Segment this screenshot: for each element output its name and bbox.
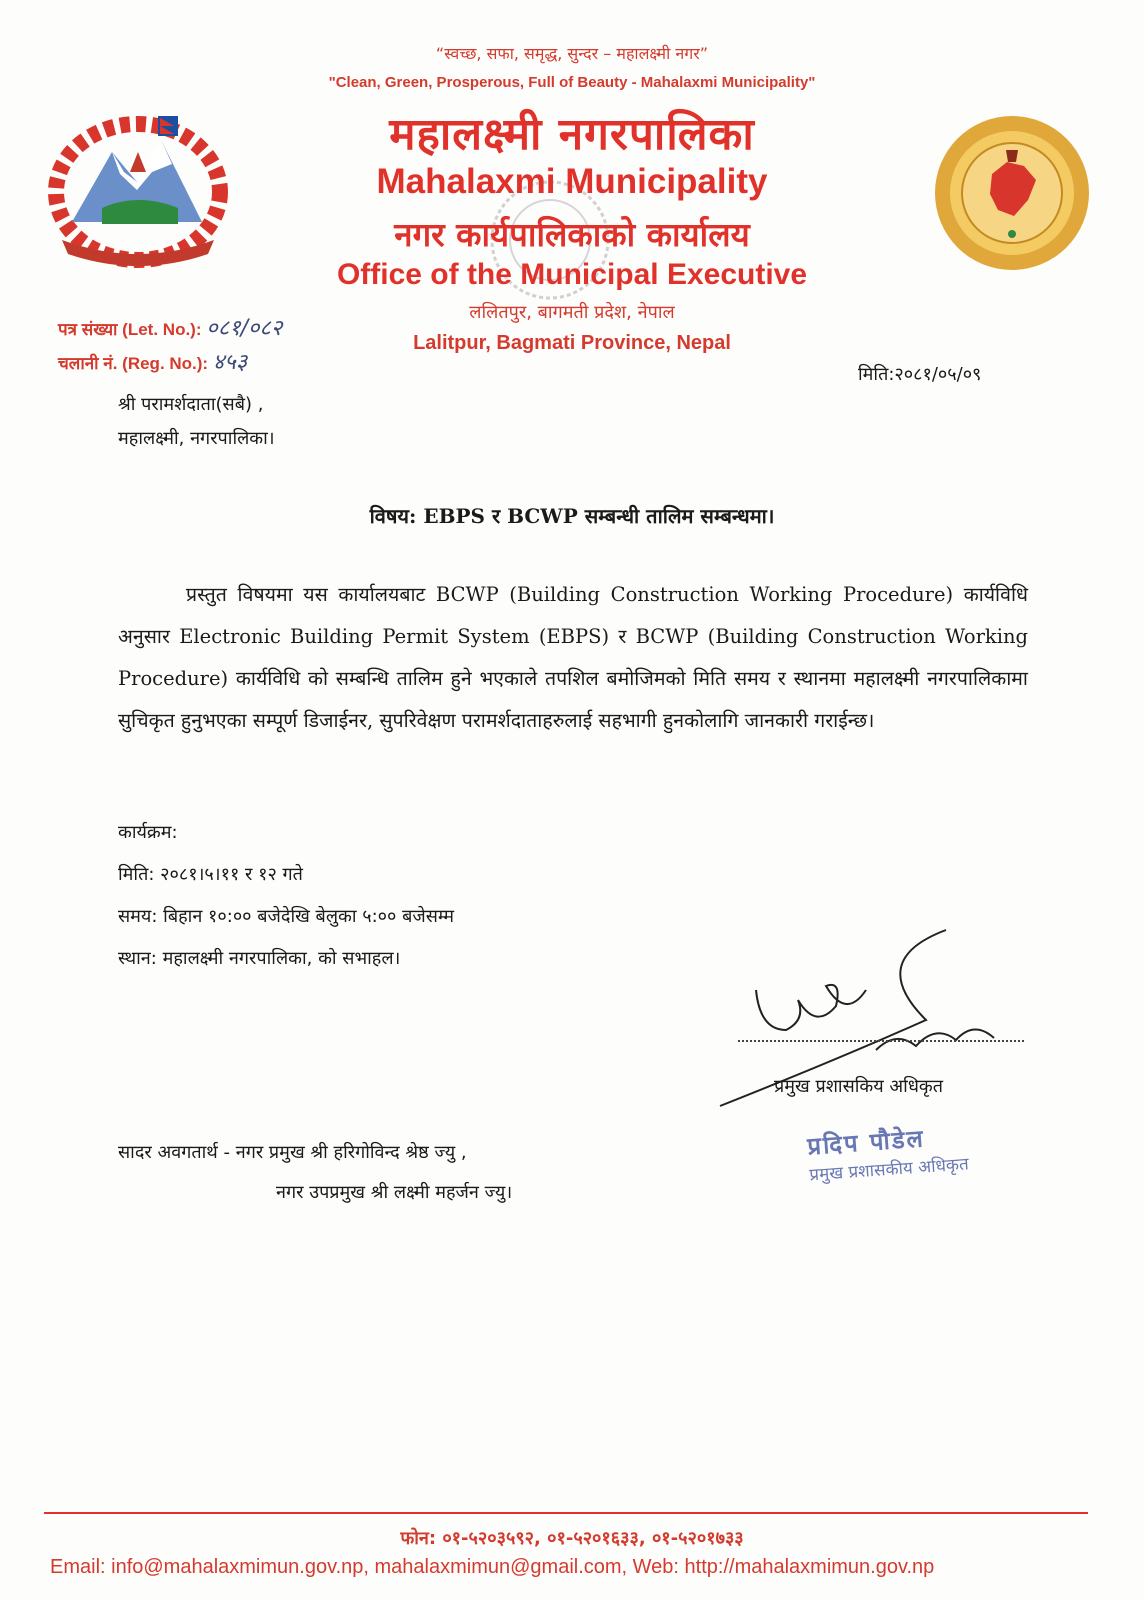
footer-divider <box>44 1512 1088 1514</box>
program-venue: स्थान: महालक्ष्मी नगरपालिका, को सभाहल। <box>118 948 401 969</box>
letter-date: मिति:२०८१/०५/०९ <box>858 364 982 385</box>
cc-line-1: सादर अवगतार्थ - नगर प्रमुख श्री हरिगोविन्द श्रेष्ठ ज्यु , <box>118 1142 467 1163</box>
letter-number <box>58 312 282 342</box>
signature-line <box>738 1040 1024 1042</box>
recipient-line-1: श्री परामर्शदाता(सबै) , <box>118 394 264 415</box>
municipality-title-english: Mahalaxmi Municipality <box>376 162 768 201</box>
address-english: Lalitpur, Bagmati Province, Nepal <box>413 332 731 354</box>
stamp-title: प्रमुख प्रशासकीय अधिकृत <box>808 1154 970 1186</box>
slogan-nepali: “स्वच्छ, सफा, समृद्ध, सुन्दर – महालक्ष्मी नगर” <box>435 44 709 63</box>
registration-number <box>58 346 247 376</box>
registration-number-value: ४५३ <box>212 350 248 375</box>
municipality-title-nepali: महालक्ष्मी नगरपालिका <box>389 109 755 160</box>
program-heading: कार्यक्रम: <box>118 822 178 843</box>
signatory-title: प्रमुख प्रशासकिय अधिकृत <box>774 1076 943 1097</box>
cc-line-2: नगर उपप्रमुख श्री लक्ष्मी महर्जन ज्यु। <box>276 1182 513 1203</box>
letter-body-text: प्रस्तुत विषयमा यस कार्यालयबाट BCWP (Building Construction Working Procedure) कार्यविधि अनुसार Electronic Building Permit System (EBPS) र BCWP (Building Construction Working Procedure) कार्यविधि को सम्बन्धि तालिम हुने भएकाले तपशिल बमोजिमको मिति समय र स्थानमा महालक्ष्मी नगरपालिकामा सुचिकृत हुनुभएका सम्पूर्ण डिजाईनर, सुपरिवेक्षण परामर्शदाताहरुलाई सहभागी हुनकोलागि जानकारी गराईन्छ। <box>118 583 1028 732</box>
registration-number-label: चलानी नं. (Reg. No.): <box>58 354 209 373</box>
letter-subject: विषय: EBPS र BCWP सम्बन्धी तालिम सम्बन्धमा। <box>369 504 775 528</box>
office-title-english: Office of the Municipal Executive <box>336 258 808 291</box>
address-nepali: ललितपुर, बागमती प्रदेश, नेपाल <box>469 302 675 323</box>
recipient-line-2: महालक्ष्मी, नगरपालिका। <box>118 428 275 449</box>
slogan-english: "Clean, Green, Prosperous, Full of Beauty - Mahalaxmi Municipality" <box>328 74 816 91</box>
letter-number-value: ०८१/०८२ <box>206 316 283 341</box>
letter-body <box>118 574 1028 742</box>
officer-stamp <box>806 1119 969 1186</box>
stamp-name: प्रदिप पौडेल <box>806 1124 926 1161</box>
footer-phone: फोन: ०१-५२०३५९२, ०१-५२०१६३३, ०१-५२०१७३३ <box>400 1528 744 1549</box>
office-title-nepali: नगर कार्यपालिकाको कार्यालय <box>394 215 750 254</box>
letter-number-label: पत्र संख्या (Let. No.): <box>58 320 202 339</box>
footer-email: Email: info@mahalaxmimun.gov.np, mahalaxmimun@gmail.com, Web: http://mahalaxmimun.gov.np <box>50 1556 935 1578</box>
program-time: समय: बिहान १०:०० बजेदेखि बेलुका ५:०० बजेसम्म <box>118 906 455 927</box>
program-date: मिति: २०८१।५।११ र १२ गते <box>118 864 303 885</box>
